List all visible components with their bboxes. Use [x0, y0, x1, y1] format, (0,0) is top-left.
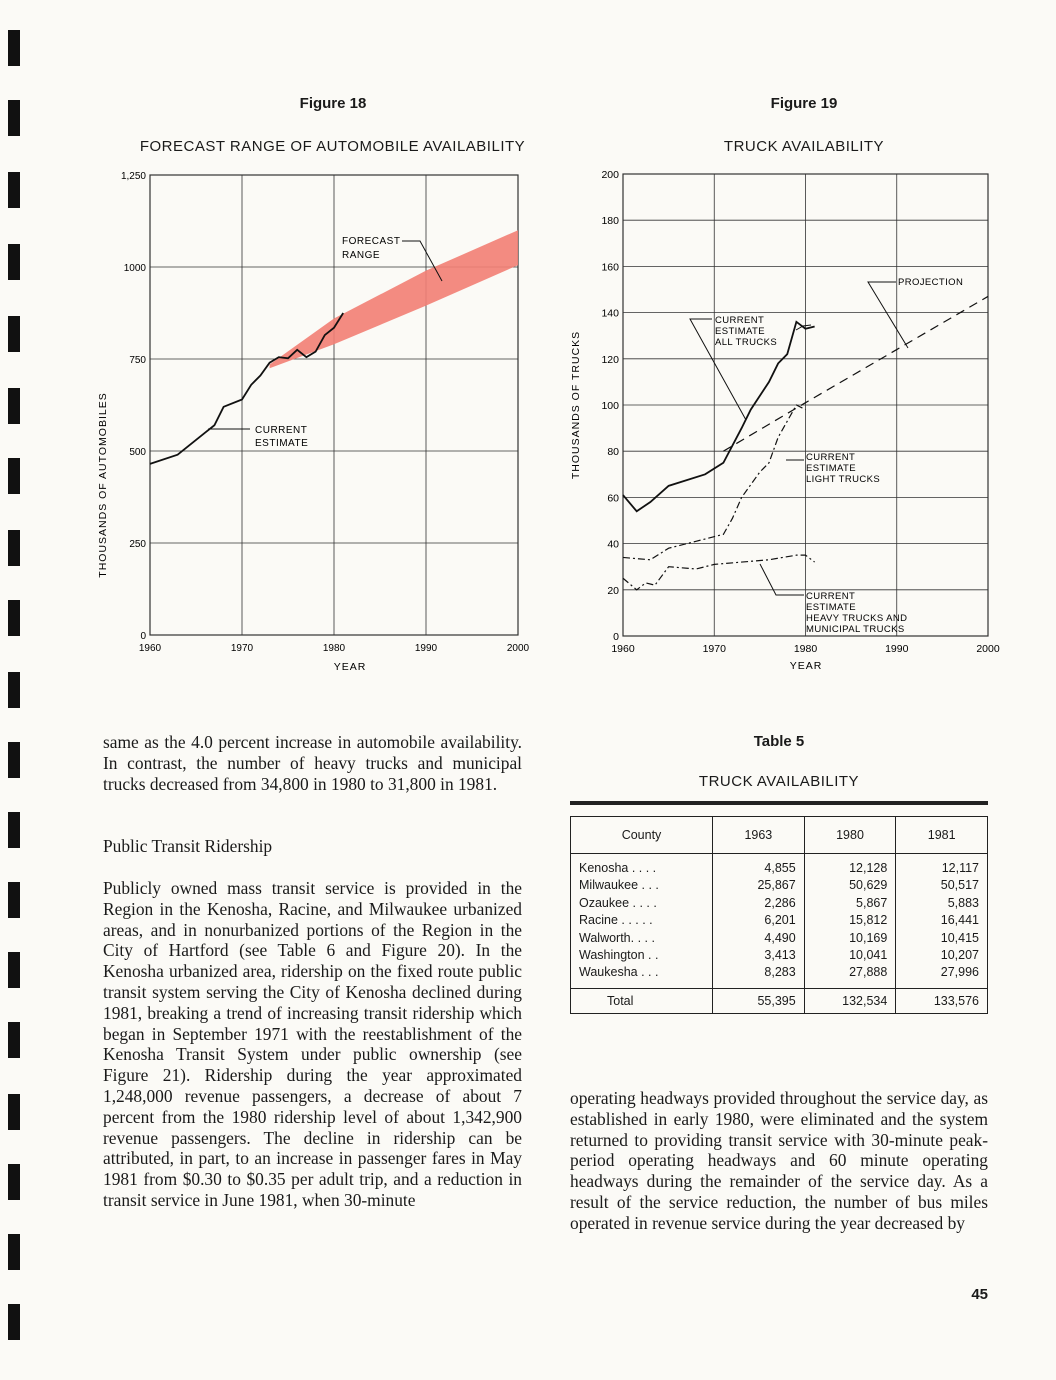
- series-line-heavy-trucks: [623, 555, 815, 590]
- column-header: 1980: [804, 817, 896, 854]
- y-tick-label: 100: [601, 400, 619, 412]
- y-tick-label: 40: [607, 538, 619, 551]
- annotation-forecast: FORECAST: [342, 236, 401, 247]
- year-1963-column: 4,855 25,867 2,286 6,201 4,490 3,413 8,283: [713, 854, 805, 989]
- svg-text:LIGHT TRUCKS: LIGHT TRUCKS: [806, 474, 881, 485]
- forecast-band: [270, 230, 518, 368]
- page-number: 45: [971, 1286, 988, 1303]
- y-tick-label: 120: [601, 353, 619, 366]
- svg-text:HEAVY TRUCKS AND: HEAVY TRUCKS AND: [806, 613, 908, 624]
- y-tick-label: 180: [601, 215, 619, 228]
- y-tick-label: 500: [129, 447, 146, 458]
- paragraph-truck-summary: same as the 4.0 percent increase in automobile availability. In contrast, the number of heavy trucks and municipal trucks decreased from 34,800 in 1980 to 31,800 in 1981.: [103, 732, 522, 794]
- x-tick-label: 1960: [138, 643, 162, 654]
- svg-text:CURRENT: CURRENT: [806, 591, 856, 602]
- y-axis-label: THOUSANDS OF AUTOMOBILES: [97, 392, 109, 578]
- y-tick-label: 140: [601, 307, 619, 320]
- binding-marks: [0, 0, 40, 1380]
- y-tick-label: 1000: [123, 263, 146, 274]
- figure-18-number: Figure 18: [299, 95, 367, 112]
- y-tick-label: 200: [601, 169, 619, 181]
- grid: [623, 174, 988, 636]
- x-tick-label: 2000: [506, 643, 530, 654]
- y-tick-label: 250: [129, 539, 146, 550]
- x-tick-label: 1980: [793, 643, 818, 655]
- x-tick-label: 1990: [885, 643, 909, 655]
- x-tick-label: 1970: [702, 643, 726, 655]
- svg-text:ESTIMATE: ESTIMATE: [806, 463, 856, 474]
- svg-text:ESTIMATE: ESTIMATE: [806, 602, 856, 613]
- x-axis-label: YEAR: [333, 661, 367, 673]
- grid: [150, 175, 518, 635]
- column-header: 1963: [713, 817, 805, 854]
- annotation-all-trucks: [715, 315, 777, 348]
- x-tick-label: 1970: [230, 643, 254, 654]
- figure-19-title: TRUCK AVAILABILITY: [723, 138, 885, 155]
- svg-text:MUNICIPAL TRUCKS: MUNICIPAL TRUCKS: [806, 624, 905, 635]
- svg-text:CURRENT: CURRENT: [806, 452, 856, 463]
- county-column: Kenosha . . . . Milwaukee . . . Ozaukee . . . . Racine . . . . . Walworth. . . . Washington . . Waukesha . . .: [571, 854, 713, 989]
- y-tick-label: 60: [607, 492, 619, 505]
- annotation-projection: [898, 277, 963, 288]
- y-tick-label: 0: [613, 631, 619, 643]
- figure-18-title: FORECAST RANGE OF AUTOMOBILE AVAILABILITY: [139, 138, 526, 155]
- figure-19-chart: [560, 160, 1030, 680]
- section-heading: Public Transit Ridership: [103, 836, 273, 856]
- paragraph-operating-headways: operating headways provided throughout the service day, as established in early 1980, were eliminated and the system returned to providing transit service with 30-minute peak-period operating headways and 60 minute operating headways during the remainder of the service day. As a result of the service reduction, the number of bus miles operated in revenue service during the year decreased by: [570, 1088, 988, 1233]
- year-1981-column: 12,117 50,517 5,883 16,441 10,415 10,207 27,996: [896, 854, 988, 989]
- total-row: Total 55,395 132,534 133,576: [571, 988, 988, 1013]
- column-header: 1981: [896, 817, 988, 854]
- truck-availability-table: [570, 816, 988, 1014]
- annotation-current: CURRENT: [255, 425, 308, 436]
- x-tick-label: 1980: [322, 643, 346, 654]
- y-tick-label: 80: [607, 446, 619, 459]
- table-number: Table 5: [753, 733, 805, 750]
- forecast-range-band: [270, 230, 518, 368]
- x-tick-label: 2000: [976, 643, 1000, 655]
- y-axis-label: THOUSANDS OF TRUCKS: [570, 330, 582, 480]
- svg-text:ALL TRUCKS: ALL TRUCKS: [715, 337, 778, 348]
- annotation-estimate: ESTIMATE: [255, 438, 309, 449]
- paragraph-transit-ridership: Publicly owned mass transit service is provided in the Region in the Kenosha, Racine, and Milwaukee urbanized areas, and in nonurbanized portions of the Region in the City of Hartford (see Table 6 and Figure 20). In the Kenosha urbanized area, ridership on the fixed route public transit system serving the City of Kenosha declined during 1981, breaking a trend of increasing transit ridership which began in September 1971 with the reestablishment of the Kenosha Transit System under public ownership (see Figure 21). Ridership during the year approximated 1,248,000 revenue passengers, a decrease of about 7 percent from the 1980 ridership level of about 1,342,900 revenue passengers. The decline in ridership can be attributed, in part, to an increase in passenger fares in May 1981 from $0.30 to $0.35 per adult trip, and a reduction in transit service in June 1981, when 30-minute: [103, 878, 522, 1210]
- y-tick-label: 1,250: [120, 171, 146, 182]
- x-tick-label: 1990: [414, 643, 438, 654]
- y-tick-label: 0: [140, 631, 146, 642]
- y-tick-label: 20: [607, 584, 619, 597]
- svg-text:CURRENT: CURRENT: [715, 315, 765, 326]
- annotation-light-trucks: [806, 452, 880, 485]
- figure-19-number: Figure 19: [770, 95, 838, 112]
- annotation-range: RANGE: [342, 250, 381, 261]
- svg-text:ESTIMATE: ESTIMATE: [715, 326, 765, 337]
- table-title: TRUCK AVAILABILITY: [698, 773, 860, 790]
- table-rule: [570, 801, 988, 805]
- annotation-heavy-trucks: [806, 591, 907, 635]
- series-line-all-trucks: [623, 322, 815, 511]
- x-axis-label: YEAR: [789, 660, 823, 672]
- column-header: County: [571, 817, 713, 854]
- svg-text:PROJECTION: PROJECTION: [898, 277, 964, 288]
- figure-18-chart: [90, 165, 535, 685]
- y-tick-label: 750: [129, 355, 146, 366]
- x-tick-label: 1960: [611, 643, 635, 655]
- year-1980-column: 12,128 50,629 5,867 15,812 10,169 10,041 27,888: [804, 854, 896, 989]
- y-tick-label: 160: [601, 261, 619, 274]
